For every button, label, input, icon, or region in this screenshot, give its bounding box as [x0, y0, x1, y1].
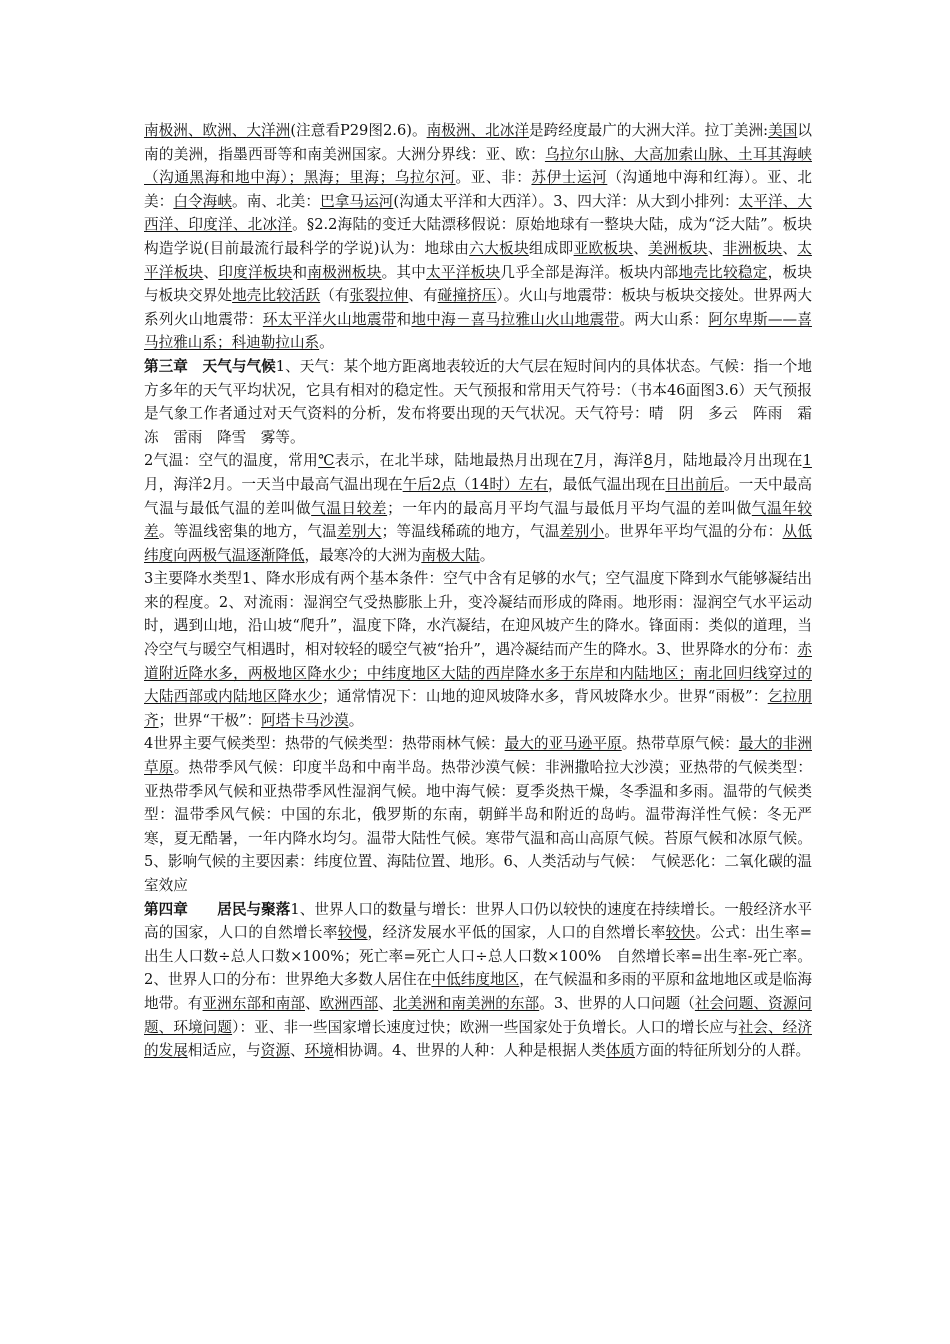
underlined-term: 美洲板块	[648, 239, 708, 257]
underlined-term: 最大的非洲草原	[144, 735, 812, 777]
underlined-term: 最大的亚马逊平原	[504, 735, 622, 753]
text-run: 、	[203, 263, 219, 281]
underlined-term: 阿塔卡马沙漠	[261, 711, 349, 729]
underlined-term: 午后2点（14时）左右	[402, 475, 549, 493]
underlined-term: 差别大	[337, 523, 382, 541]
chapter-heading: 第三章 天气与气候	[144, 357, 276, 375]
text-run: 4世界主要气候类型：热带的气候类型：热带雨林气候：	[144, 735, 505, 753]
paragraph	[144, 898, 812, 1063]
underlined-term: 社会问题、资源问题、环境问题	[144, 994, 812, 1036]
underlined-term: 欧洲西部	[319, 994, 379, 1012]
underlined-term: 1	[802, 452, 812, 470]
text-run: 、	[378, 994, 393, 1012]
paragraph	[144, 567, 812, 732]
text-run: ，最寒冷的大洲为	[304, 546, 422, 564]
paragraph	[144, 732, 812, 897]
text-run: 。热带草原气候：	[621, 735, 739, 753]
text-run: 。世界年平均气温的分布：	[604, 523, 783, 541]
underlined-term: 气温日较差	[311, 499, 388, 517]
text-run: 2气温：空气的温度，常用	[144, 452, 319, 470]
text-run: 。公式：出生率=出生人口数÷总人口数×100%；死亡率=死亡人口÷总人口数×100% 自然增长率=出生率-死亡率。2、世界人口的分布：世界绝大多数人居住在	[144, 924, 812, 989]
text-run: ；一年内的最高月平均气温与最低月平均气温的差叫做	[387, 499, 752, 517]
underlined-term: 环太平洋火山地震带	[262, 310, 397, 328]
underlined-term: 六大板块	[469, 239, 529, 257]
underlined-term: 社会、经济的发展	[144, 1018, 812, 1060]
underlined-term: 地中海－喜马拉雅山火山地震带	[411, 310, 620, 328]
text-run: 、	[707, 239, 723, 257]
underlined-term: 中低纬度地区	[431, 971, 520, 989]
text-run: ）。火山与地震带：板块与板块交接处。世界两大系列火山地震带：	[144, 287, 812, 328]
underlined-term: 较快	[665, 924, 696, 942]
text-run: 。等温线密集的地方，气温	[158, 523, 338, 541]
underlined-term: 碰撞挤压	[437, 287, 497, 305]
text-run: 几乎全部是海洋。板块内部	[500, 263, 679, 281]
text-run: 1、天气：某个地方距离地表较近的大气层在短时间内的具体状态。气候：指一个地方多年的天气平均状况，它具有相对的稳定性。天气预报和常用天气符号：（书本46面图3.6）天气预报是气象工作者通过对天气资料的分析，发布将要出现的天气状况。天气符号：晴 阴 多云 阵雨 霜冻 雷雨 降雪 雾等。	[144, 357, 812, 446]
text-run: 表示，在北半球，陆地最热月出现在	[334, 452, 575, 470]
text-run: 和	[396, 310, 412, 328]
text-run: （有	[320, 287, 350, 305]
text-run: ；等温线稀疏的地方，气温	[381, 523, 560, 541]
underlined-term: 8	[643, 452, 653, 470]
underlined-term: 张裂拉伸	[349, 287, 409, 305]
underlined-term: ℃	[318, 452, 335, 470]
text-run: ，最低气温出现在	[548, 475, 666, 493]
underlined-term: 南极洲板块	[307, 263, 382, 281]
text-run: 。§2.2海陆的变迁大陆漂移假说：原始地球有一整块大陆，成为“泛大陆”。板块构造学说(目前最流行最科学的学说)认为：地球由	[144, 216, 812, 257]
text-run: 、	[782, 239, 798, 257]
underlined-term: 巴拿马运河	[320, 192, 394, 210]
text-run: ，经济发展水平低的国家，人口的自然增长率	[367, 924, 666, 942]
text-run: 、	[305, 994, 320, 1012]
text-run: 。其中	[381, 263, 427, 281]
underlined-term: 7	[574, 452, 584, 470]
underlined-term: 非洲板块	[722, 239, 783, 257]
underlined-term: 日出前后	[665, 475, 725, 493]
underlined-term: 美国	[768, 122, 798, 139]
text-run: 。3、世界的人口问题（	[539, 994, 695, 1012]
underlined-term: 气温年较差	[144, 499, 812, 541]
text-run: 是跨经度最广的大洲大洋。拉丁美洲:	[529, 122, 769, 139]
text-run: 。	[319, 334, 334, 352]
text-run: (沟通太平洋和大西洋）。3、四大洋：从大到小排列：	[393, 192, 739, 210]
text-run: 相协调。4、世界的人种：人种是根据人类	[333, 1042, 606, 1060]
underlined-term: 太平洋板块	[426, 263, 501, 281]
underlined-term: 体质	[605, 1042, 635, 1060]
underlined-term: 太平洋板块	[144, 239, 812, 281]
document-page	[144, 119, 812, 1063]
text-run: 月，海洋	[583, 452, 644, 470]
text-run: ，在气候温和多雨的平原和盆地地区或是临海地带。有	[144, 971, 812, 1012]
underlined-term: 赤道附近降水多，两极地区降水少；中纬度地区大陆的西岸降水多于东岸和内陆地区；南北回归线穿过的大陆西部或内陆地区降水少	[144, 641, 812, 706]
text-run: 和	[292, 263, 308, 281]
text-run: ；通常情况下：山地的迎风坡降水多，背风坡降水少。世界“雨极”：	[322, 688, 768, 706]
underlined-term: 苏伊士运河	[531, 169, 608, 187]
text-run: 。一天中最高气温与最低气温的差叫做	[144, 475, 812, 517]
underlined-term: 资源	[260, 1042, 290, 1060]
underlined-term: 乌拉尔山脉、大高加索山脉、土耳其海峡（沟通黑海和地中海）；黑海；里海；乌拉尔河	[144, 145, 812, 187]
text-run: ；世界“干极”：	[158, 711, 262, 729]
paragraph	[144, 449, 812, 567]
underlined-term: 从低纬度向两极气温逐渐降低	[144, 523, 812, 564]
underlined-term: 地壳比较活跃	[232, 287, 321, 305]
underlined-term: 白令海峡	[173, 192, 233, 210]
text-run: 。亚、非：	[455, 169, 532, 187]
underlined-term: 南极大陆	[421, 546, 480, 564]
underlined-term: 差别小	[559, 523, 605, 541]
underlined-term: 较慢	[337, 924, 368, 942]
underlined-term: 南极洲、欧洲、大洋洲	[144, 122, 291, 139]
text-run: 组成即	[528, 239, 574, 257]
text-run: 。	[348, 711, 364, 729]
underlined-term: 地壳比较稳定	[678, 263, 768, 281]
underlined-term: 印度洋板块	[218, 263, 293, 281]
chapter-heading: 第四章 居民与聚落	[144, 900, 291, 918]
underlined-term: 南极洲、北冰洋	[426, 122, 530, 139]
underlined-term: 阿尔卑斯——喜马拉雅山系；科迪勒拉山系	[144, 310, 812, 352]
text-run: (注意看P29图2.6)。	[290, 122, 427, 139]
paragraph	[144, 119, 812, 355]
text-run: 、有	[408, 287, 438, 305]
text-run: 、	[289, 1042, 305, 1060]
underlined-term: 北美洲和南美洲的东部	[392, 994, 540, 1012]
text-run: 月，海洋2月。一天当中最高气温出现在	[144, 475, 403, 493]
text-run: 。	[479, 546, 495, 564]
underlined-term: 太平洋、大西洋、印度洋、北冰洋	[144, 192, 812, 234]
text-run: ）：亚、非一些国家增长速度过快；欧洲一些国家处于负增长。人口的增长应与	[232, 1018, 739, 1036]
text-run: 。两大山系：	[619, 310, 709, 328]
underlined-term: 亚欧板块	[573, 239, 634, 257]
underlined-term: 环境	[304, 1042, 334, 1060]
text-run: 以南的美洲，指墨西哥等和南美洲国家。大洲分界线：亚、欧：	[144, 122, 812, 163]
text-run: ，板块与板块交界处	[144, 263, 812, 305]
text-run: 3主要降水类型1、降水形成有两个基本条件：空气中含有足够的水气；空气温度下降到水气能够凝结出来的程度。2、对流雨：湿润空气受热膨胀上升，变冷凝结而形成的降雨。地形雨：湿润空气水平运动时，遇到山地，沿山坡“爬升”，温度下降，水汽凝结，在迎风坡产生的降水。锋面雨：类似的道理，当冷空气与暖空气相遇时，相对较轻的暖空气被“抬升”，遇冷凝结而产生的降水。3、世界降水的分布：	[144, 570, 812, 659]
text-run: 1、世界人口的数量与增长：世界人口仍以较快的速度在持续增长。一般经济水平高的国家，人口的自然增长率	[144, 900, 812, 942]
text-run: 、	[633, 239, 649, 257]
text-run: 。南、北美：	[232, 192, 321, 210]
text-run: （沟通地中海和红海）。亚、北美：	[144, 169, 812, 210]
underlined-term: 乞拉朋齐	[144, 688, 812, 729]
paragraph	[144, 355, 812, 449]
text-run: 。热带季风气候：印度半岛和中南半岛。热带沙漠气候：非洲撒哈拉大沙漠；亚热带的气候类型：亚热带季风气候和亚热带季风性湿润气候。地中海气候：夏季炎热干燥，冬季温和多雨。温带的气候类型：温带季风气候：中国的东北，俄罗斯的东南，朝鲜半岛和附近的岛屿。温带海洋性气候：冬无严寒，夏无酷暑，一年内降水均匀。温带大陆性气候。寒带气温和高山高原气候。苔原气候和冰原气候。5、影响气候的主要因素：纬度位置、海陆位置、地形。6、人类活动与气候： 气候恶化：二氧化碳的温室效应	[144, 759, 812, 894]
text-run: 方面的特征所划分的人群。	[634, 1042, 811, 1060]
underlined-term: 亚洲东部和南部	[202, 994, 305, 1012]
text-run: 相适应，与	[187, 1042, 261, 1060]
text-run: 月，陆地最冷月出现在	[652, 452, 803, 470]
